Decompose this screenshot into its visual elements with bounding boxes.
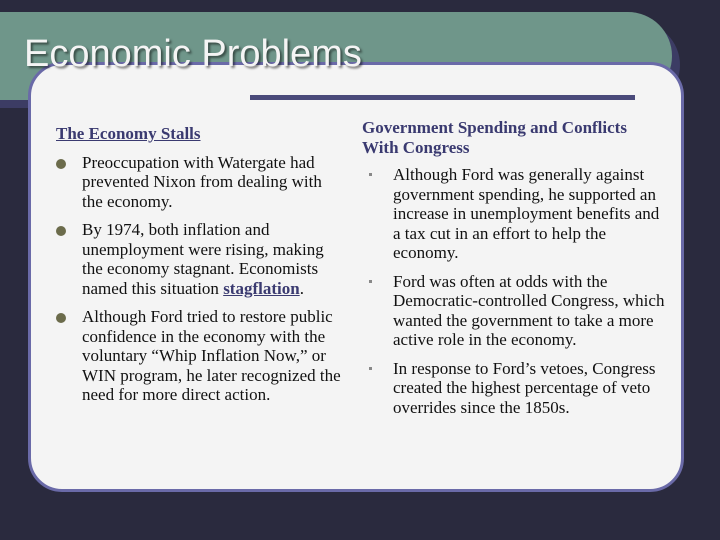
list-item-text-end: . (299, 278, 304, 298)
key-term: stagflation (223, 278, 300, 298)
bullet-dot-icon (56, 226, 66, 236)
bullet-square-icon (369, 173, 372, 176)
right-bullet-list (362, 165, 667, 417)
list-item (56, 307, 346, 405)
bullet-dot-icon (56, 313, 66, 323)
list-item-text: Ford was often at odds with the Democratic-controlled Congress, which wanted the government to take a more active role in the economy. (393, 271, 665, 349)
left-heading: The Economy Stalls (56, 124, 201, 143)
bullet-square-icon (369, 367, 372, 370)
bullet-dot-icon (56, 159, 66, 169)
list-item (362, 165, 667, 263)
list-item (56, 153, 346, 212)
list-item-text: Although Ford tried to restore public confidence in the economy with the voluntary “Whip Inflation Now,” or WIN program, he later recognized the need for more direct action. (82, 307, 341, 404)
right-heading: Government Spending and Conflicts With Congress (362, 118, 627, 157)
list-item-text: By 1974, both inflation and unemployment were rising, making the economy stagnant. Economists named this situation (82, 220, 324, 298)
list-item (362, 272, 667, 350)
slide-title: Economic Problems (24, 33, 362, 75)
list-item-text: Preoccupation with Watergate had prevented Nixon from dealing with the economy. (82, 152, 322, 211)
left-column (56, 124, 346, 414)
list-item-text: In response to Ford’s vetoes, Congress created the highest percentage of veto overrides since the 1850s. (393, 358, 656, 417)
left-bullet-list (56, 153, 346, 405)
list-item (56, 220, 346, 298)
title-underline (250, 95, 635, 100)
bullet-square-icon (369, 280, 372, 283)
list-item (362, 359, 667, 418)
right-column (362, 118, 667, 426)
list-item-text: Although Ford was generally against government spending, he supported an increase in unemployment benefits and a tax cut in an effort to help the economy. (393, 165, 660, 262)
